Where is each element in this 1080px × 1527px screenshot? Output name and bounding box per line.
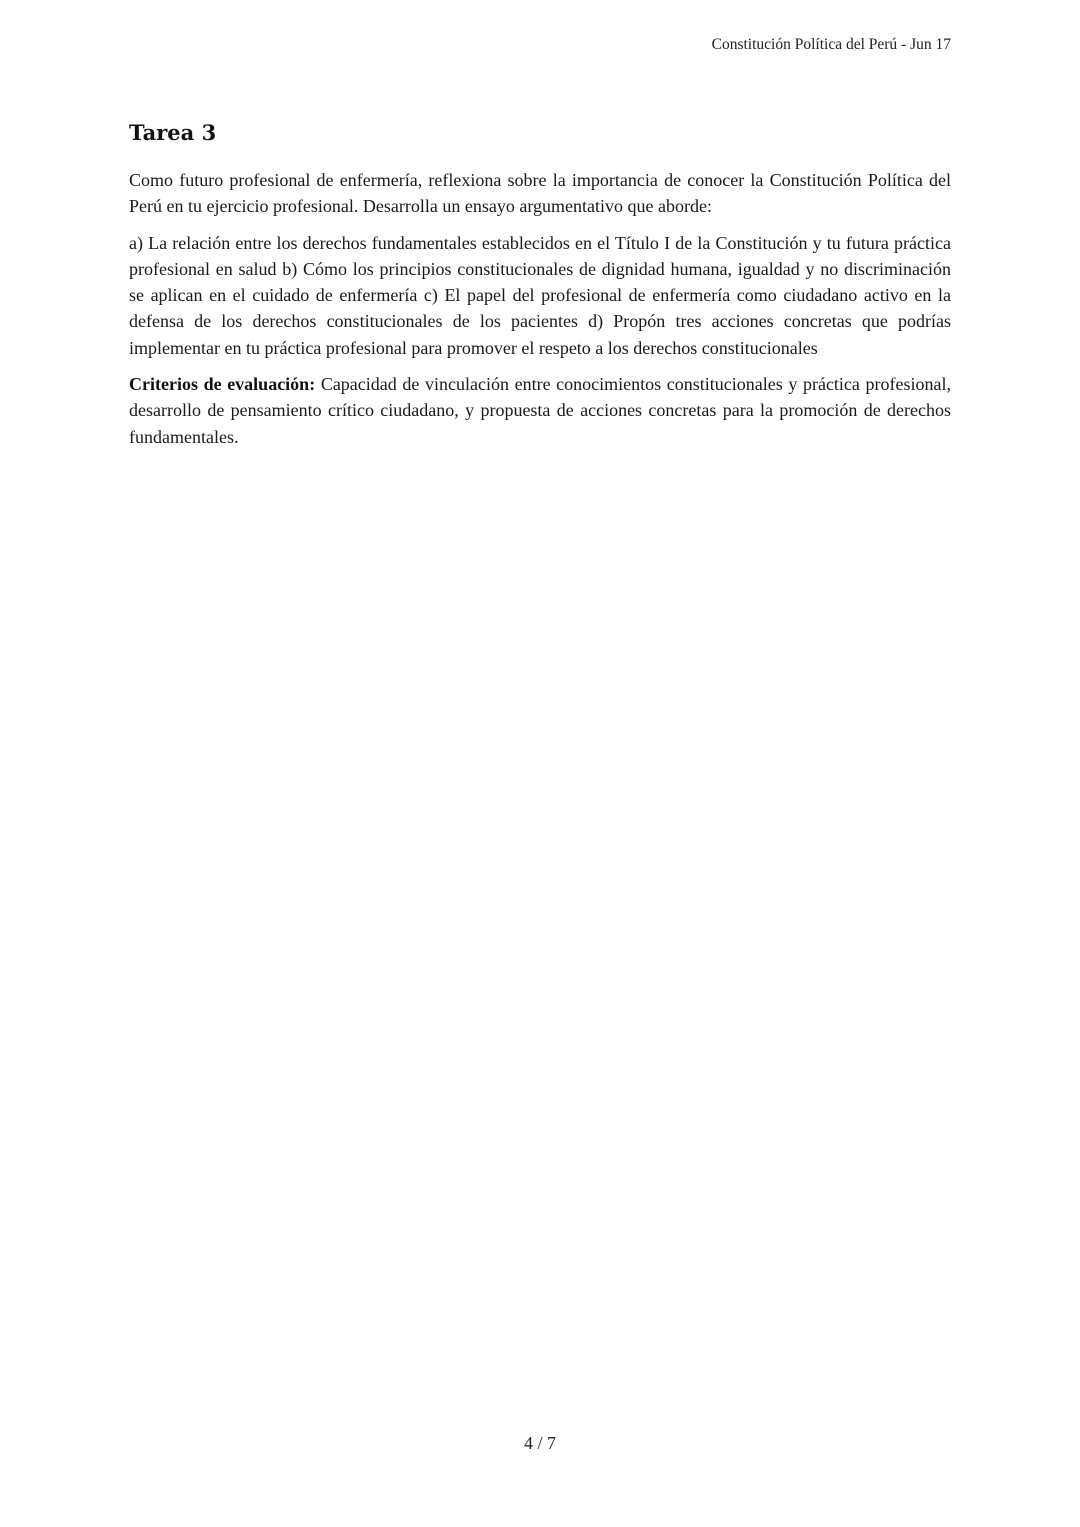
task-intro: Como futuro profesional de enfermería, reflexiona sobre la importancia de conocer la Constitución Política del Perú en tu ejercicio profesional. Desarrolla un ensayo argumentativo que aborde: — [129, 170, 951, 217]
task-items: a) La relación entre los derechos fundamentales establecidos en el Título I de la Constitución y tu futura práctica profesional en salud b) Cómo los principios constitucionales de dignidad humana, igualdad y no discriminación se aplican en el cuidado de enfermería c) El papel del profesional de enfermería como ciudadano activo en la defensa de los derechos constitucionales de los pacientes d) Propón tres acciones concretas que podrías implementar en tu práctica profesional para promover el respeto a los derechos constitucionales — [129, 232, 951, 358]
criteria-text: Capacidad de vinculación entre conocimientos constitucionales y práctica profesional, desarrollo de pensamiento crítico ciudadano, y propuesta de acciones concretas para la promoción de derechos fundamentales. — [129, 374, 951, 447]
criteria-label: Criterios de evaluación: — [129, 374, 316, 395]
document-body — [129, 120, 951, 460]
page-number: 4 / 7 — [523, 1433, 556, 1453]
evaluation-criteria — [129, 371, 951, 450]
task-title: Tarea 3 — [129, 120, 217, 145]
running-header: Constitución Política del Perú - Jun 17 — [711, 36, 951, 53]
